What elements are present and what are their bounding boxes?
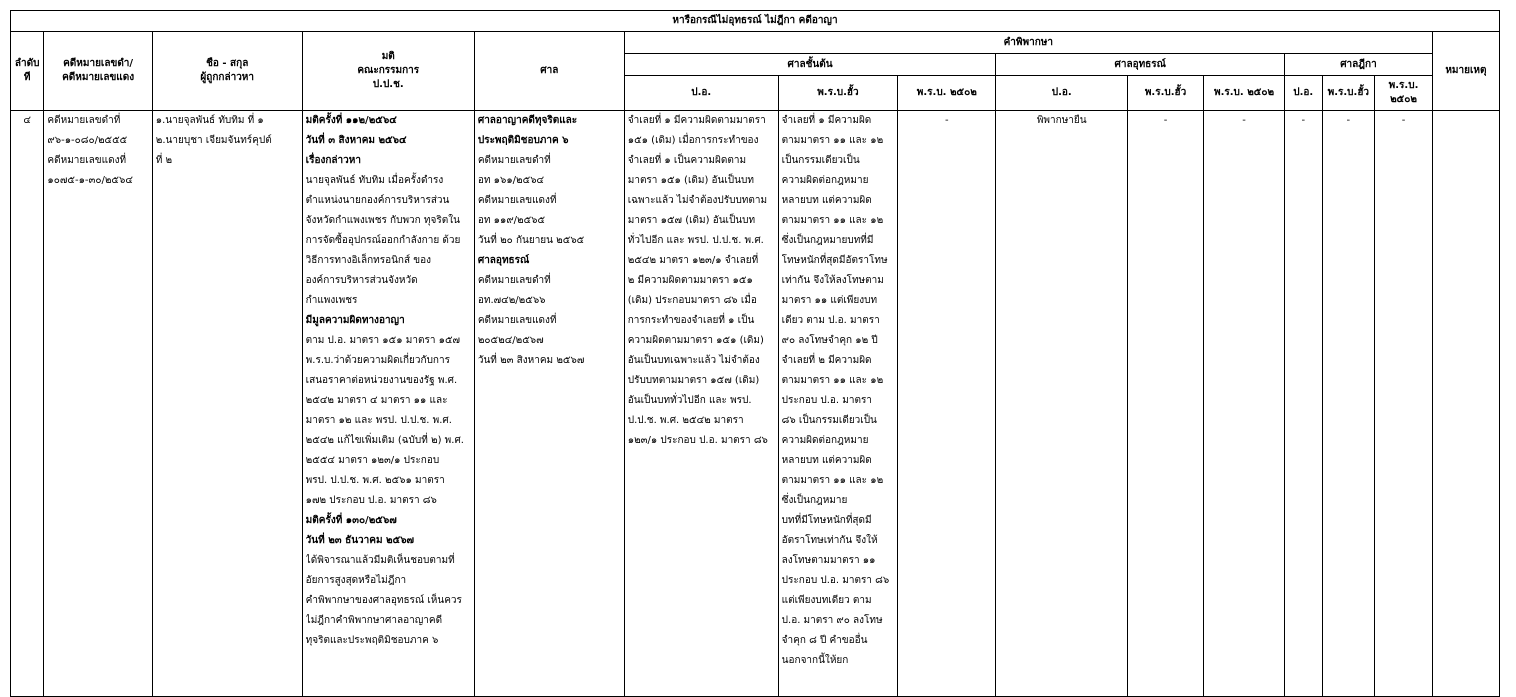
cell-line: เดียว ตาม ป.อ. มาตรา bbox=[781, 315, 880, 326]
cell-line: มีมูลความผิดทางอาญา bbox=[305, 315, 405, 326]
cell-line: การจัดซื้ออุปกรณ์ออกกำลังกาย ด้วย bbox=[305, 235, 461, 246]
cell-line: ซึ่งเป็นกฎหมายบทที่มี bbox=[781, 235, 874, 246]
cell-line: ตามมาตรา ๑๑ และ ๑๒ bbox=[781, 215, 884, 226]
header-appeal-hua: พ.ร.บ.ฮั้ว bbox=[1128, 76, 1204, 111]
cell-line: วันที่ ๒๓ สิงหาคม ๒๕๖๗ bbox=[477, 355, 585, 366]
cell-appeal-2502: - bbox=[1204, 111, 1285, 697]
header-seq: ลำดับ ที่ bbox=[11, 32, 44, 111]
cell-line: อท.๗๔๒/๒๕๖๖ bbox=[477, 295, 546, 306]
cell-line: ศาลอาญาคดีทุจริตและ bbox=[477, 115, 578, 126]
cell-line: คำพิพากษาของศาลอุทธรณ์ เห็นควร bbox=[305, 595, 462, 606]
cell-line: ๒๕๕๔ มาตรา ๑๒๓/๑ ประกอบ bbox=[305, 455, 440, 466]
cell-line: ป.อ. มาตรา ๙๐ ลงโทษ bbox=[781, 615, 883, 626]
cell-line: (เดิม) ประกอบมาตรา ๘๖ เมื่อ bbox=[627, 295, 757, 306]
header-court-supreme: ศาลฎีกา bbox=[1285, 54, 1433, 76]
header-supreme-2502: พ.ร.บ. ๒๕๐๒ bbox=[1375, 76, 1433, 111]
cell-line: ๒๕๔๒ มาตรา ๑๒๓/๑ จำเลยที่ bbox=[627, 255, 759, 266]
cell-line: แต่เพียงบทเดียว ตาม bbox=[781, 595, 872, 606]
cell-line: การกระทำของจำเลยที่ ๑ เป็น bbox=[627, 315, 755, 326]
cell-line: ปรับบทตามมาตรา ๑๕๗ (เดิม) bbox=[627, 375, 760, 386]
cell-line: มาตรา ๑๕๗ (เดิม) อันเป็นบท bbox=[627, 215, 756, 226]
cell-line: ตามมาตรา ๑๑ และ ๑๒ bbox=[781, 475, 884, 486]
cell-line: หลายบท แต่ความผิด bbox=[781, 195, 872, 206]
cell-line: วันที่ ๒๓ ธันวาคม ๒๕๖๗ bbox=[305, 535, 415, 546]
cell-line: ๒ มีความผิดตามมาตรา ๑๕๑ bbox=[627, 275, 753, 286]
cell-first-hua bbox=[778, 111, 898, 697]
cell-line: ประกอบ ป.อ. มาตรา bbox=[781, 395, 872, 406]
cell-remark bbox=[1432, 111, 1499, 697]
cell-line: เป็นกรรมเดียวเป็น bbox=[781, 155, 860, 166]
cell-line: อัยการสูงสุดหรือไม่ฎีกา bbox=[305, 575, 407, 586]
cell-supreme-2502: - bbox=[1375, 111, 1433, 697]
cell-line: จำเลยที่ ๑ มีความผิดตามมาตรา bbox=[627, 115, 766, 126]
cell-line: ตำแหน่งนายกองค์การบริหารส่วน bbox=[305, 195, 450, 206]
cell-resolution bbox=[302, 111, 474, 697]
cell-line: ได้พิจารณาแล้วมีมติเห็นชอบตามที่ bbox=[305, 555, 455, 566]
header-supreme-hua: พ.ร.บ.ฮั้ว bbox=[1322, 76, 1375, 111]
header-court-first: ศาลชั้นต้น bbox=[624, 54, 996, 76]
header-judgment: คำพิพากษา bbox=[624, 32, 1432, 54]
cell-line: เท่ากัน จึงให้ลงโทษตาม bbox=[781, 275, 884, 286]
header-appeal-2502: พ.ร.บ. ๒๕๐๒ bbox=[1204, 76, 1285, 111]
cell-line: ๑๒๓/๑ ประกอบ ป.อ. มาตรา ๘๖ bbox=[627, 435, 768, 446]
cell-supreme-hua: - bbox=[1322, 111, 1375, 697]
cell-court bbox=[474, 111, 624, 697]
header-name: ชื่อ - สกุล ผู้ถูกกล่าวหา bbox=[152, 32, 302, 111]
cell-line: พรป. ป.ป.ช. พ.ศ. ๒๕๖๑ มาตรา bbox=[305, 475, 445, 486]
header-appeal-pa: ป.อ. bbox=[996, 76, 1128, 111]
header-resolution: มติ คณะกรรมการ ป.ป.ช. bbox=[302, 32, 474, 111]
cell-line: จำคุก ๘ ปี คำขออื่น bbox=[781, 635, 868, 646]
cell-line: ประกอบ ป.อ. มาตรา ๘๖ bbox=[781, 575, 890, 586]
cell-line: วันที่ ๒๐ กันยายน ๒๕๖๕ bbox=[477, 235, 585, 246]
cell-case-no: คดีหมายเลขดำที่ ๙๖-๑-๐๘๐/๒๕๕๕ คดีหมายเลขแดงที่ ๑๐๗๕-๑-๓๐/๒๕๖๔ bbox=[44, 111, 152, 697]
cell-line: อันเป็นบทเฉพาะแล้ว ไม่จำต้อง bbox=[627, 355, 760, 366]
cell-line: คดีหมายเลขแดงที่ bbox=[477, 315, 557, 326]
cell-line: ๑๗๒ ประกอบ ป.อ. มาตรา ๘๖ bbox=[305, 495, 437, 506]
cell-line: ๒๕๔๒ มาตรา ๔ มาตรา ๑๑ และ bbox=[305, 395, 448, 406]
cell-line: ๒๐๕๒๔/๒๕๖๗ bbox=[477, 335, 544, 346]
cell-first-2502: - bbox=[898, 111, 996, 697]
cell-line: เรื่องกล่าวหา bbox=[305, 155, 361, 166]
cell-line: พ.ร.บ.ว่าด้วยความผิดเกี่ยวกับการ bbox=[305, 355, 450, 366]
cell-line: ความผิดตามมาตรา ๑๕๑ (เดิม) bbox=[627, 335, 764, 346]
cell-line: ทั่วไปอีก และ พรป. ป.ป.ช. พ.ศ. bbox=[627, 235, 764, 246]
cell-line: นายจุลพันธ์ ทับทิม เมื่อครั้งดำรง bbox=[305, 175, 444, 186]
cell-first-pa bbox=[624, 111, 778, 697]
cell-line: ซึ่งเป็นกฎหมาย bbox=[781, 495, 848, 506]
header-court: ศาล bbox=[474, 32, 624, 111]
cell-line: อัตราโทษเท่ากัน จึงให้ bbox=[781, 535, 878, 546]
cell-line: เสนอราคาต่อหน่วยงานของรัฐ พ.ศ. bbox=[305, 375, 458, 386]
header-first-hua: พ.ร.บ.ฮั้ว bbox=[778, 76, 898, 111]
cell-line: ทุจริตและประพฤติมิชอบภาค ๖ bbox=[305, 635, 439, 646]
cell-line: ประพฤติมิชอบภาค ๖ bbox=[477, 135, 569, 146]
cell-appeal-pa: พิพากษายืน bbox=[996, 111, 1128, 697]
cell-line: วิธีการทางอิเล็กทรอนิกส์ ของ bbox=[305, 255, 431, 266]
cell-line: บทที่มีโทษหนักที่สุดมี bbox=[781, 515, 872, 526]
header-supreme-pa: ป.อ. bbox=[1285, 76, 1322, 111]
cell-line: ตามมาตรา ๑๑ และ ๑๒ bbox=[781, 375, 884, 386]
cell-line: จำเลยที่ ๒ มีความผิด bbox=[781, 355, 872, 366]
cell-line: ป.ป.ช. พ.ศ. ๒๕๔๒ มาตรา bbox=[627, 415, 744, 426]
table-row bbox=[11, 111, 1500, 697]
cell-line: อท ๑๖๑/๒๕๖๔ bbox=[477, 175, 545, 186]
cell-line: มาตรา ๑๑ แต่เพียงบท bbox=[781, 295, 878, 306]
cell-line: มติครั้งที่ ๑๑๒/๒๕๖๔ bbox=[305, 115, 397, 126]
cell-name: ๑.นายจุลพันธ์ ทับทิม ที่ ๑ ๒.นายบุชา เจียมจันทร์คุปต์ ที่ ๒ bbox=[152, 111, 302, 697]
cell-line: ศาลอุทธรณ์ bbox=[477, 255, 530, 266]
header-case-no: คดีหมายเลขดำ/ คดีหมายเลขแดง bbox=[44, 32, 152, 111]
cell-line: อันเป็นบททั่วไปอีก และ พรป. bbox=[627, 395, 752, 406]
header-court-appeal: ศาลอุทธรณ์ bbox=[996, 54, 1285, 76]
cell-line: คดีหมายเลขดำที่ bbox=[477, 155, 551, 166]
cell-line: วันที่ ๓ สิงหาคม ๒๕๖๔ bbox=[305, 135, 407, 146]
case-table bbox=[10, 10, 1500, 697]
cell-line: คดีหมายเลขดำที่ bbox=[477, 275, 551, 286]
cell-line: องค์การบริหารส่วนจังหวัด bbox=[305, 275, 418, 286]
cell-supreme-pa: - bbox=[1285, 111, 1322, 697]
cell-line: โทษหนักที่สุดมีอัตราโทษ bbox=[781, 255, 888, 266]
cell-line: ๑๕๑ (เดิม) เมื่อการกระทำของ bbox=[627, 135, 759, 146]
cell-line: จำเลยที่ ๑ เป็นความผิดตาม bbox=[627, 155, 747, 166]
cell-line: ความผิดต่อกฎหมาย bbox=[781, 435, 869, 446]
cell-line: มาตรา ๑๕๑ (เดิม) อันเป็นบท bbox=[627, 175, 754, 186]
cell-line: จำเลยที่ ๑ มีความผิด bbox=[781, 115, 872, 126]
cell-line: หลายบท แต่ความผิด bbox=[781, 455, 872, 466]
cell-line: จังหวัดกำแพงเพชร กับพวก ทุจริตใน bbox=[305, 215, 460, 226]
cell-appeal-hua: - bbox=[1128, 111, 1204, 697]
cell-seq: ๔ bbox=[11, 111, 44, 697]
header-first-pa: ป.อ. bbox=[624, 76, 778, 111]
cell-line: อท ๑๑๙/๒๕๖๕ bbox=[477, 215, 546, 226]
cell-line: ๙๐ ลงโทษจำคุก ๑๒ ปี bbox=[781, 335, 878, 346]
cell-line: ความผิดต่อกฎหมาย bbox=[781, 175, 869, 186]
cell-line: ๘๖ เป็นกรรมเดียวเป็น bbox=[781, 415, 877, 426]
cell-line: ๒๕๔๒ แก้ไขเพิ่มเติม (ฉบับที่ ๒) พ.ศ. bbox=[305, 435, 464, 446]
table-title: หารือกรณีไม่อุทธรณ์ ไม่ฎีกา คดีอาญา bbox=[11, 11, 1500, 32]
header-first-2502: พ.ร.บ. ๒๕๐๒ bbox=[898, 76, 996, 111]
cell-line: เฉพาะแล้ว ไม่จำต้องปรับบทตาม bbox=[627, 195, 768, 206]
cell-line: ลงโทษตามมาตรา ๑๑ bbox=[781, 555, 876, 566]
cell-line: มาตรา ๑๒ และ พรป. ป.ป.ช. พ.ศ. bbox=[305, 415, 452, 426]
cell-line: นอกจากนี้ให้ยก bbox=[781, 655, 849, 666]
cell-line: ตามมาตรา ๑๑ และ ๑๒ bbox=[781, 135, 884, 146]
cell-line: มติครั้งที่ ๑๓๐/๒๕๖๗ bbox=[305, 515, 397, 526]
cell-line: คดีหมายเลขแดงที่ bbox=[477, 195, 557, 206]
cell-line: กำแพงเพชร bbox=[305, 295, 358, 306]
cell-line: ตาม ป.อ. มาตรา ๑๕๑ มาตรา ๑๕๗ bbox=[305, 335, 461, 346]
header-remark: หมายเหตุ bbox=[1432, 32, 1499, 111]
cell-line: ไม่ฎีกาคำพิพากษาศาลอาญาคดี bbox=[305, 615, 443, 626]
